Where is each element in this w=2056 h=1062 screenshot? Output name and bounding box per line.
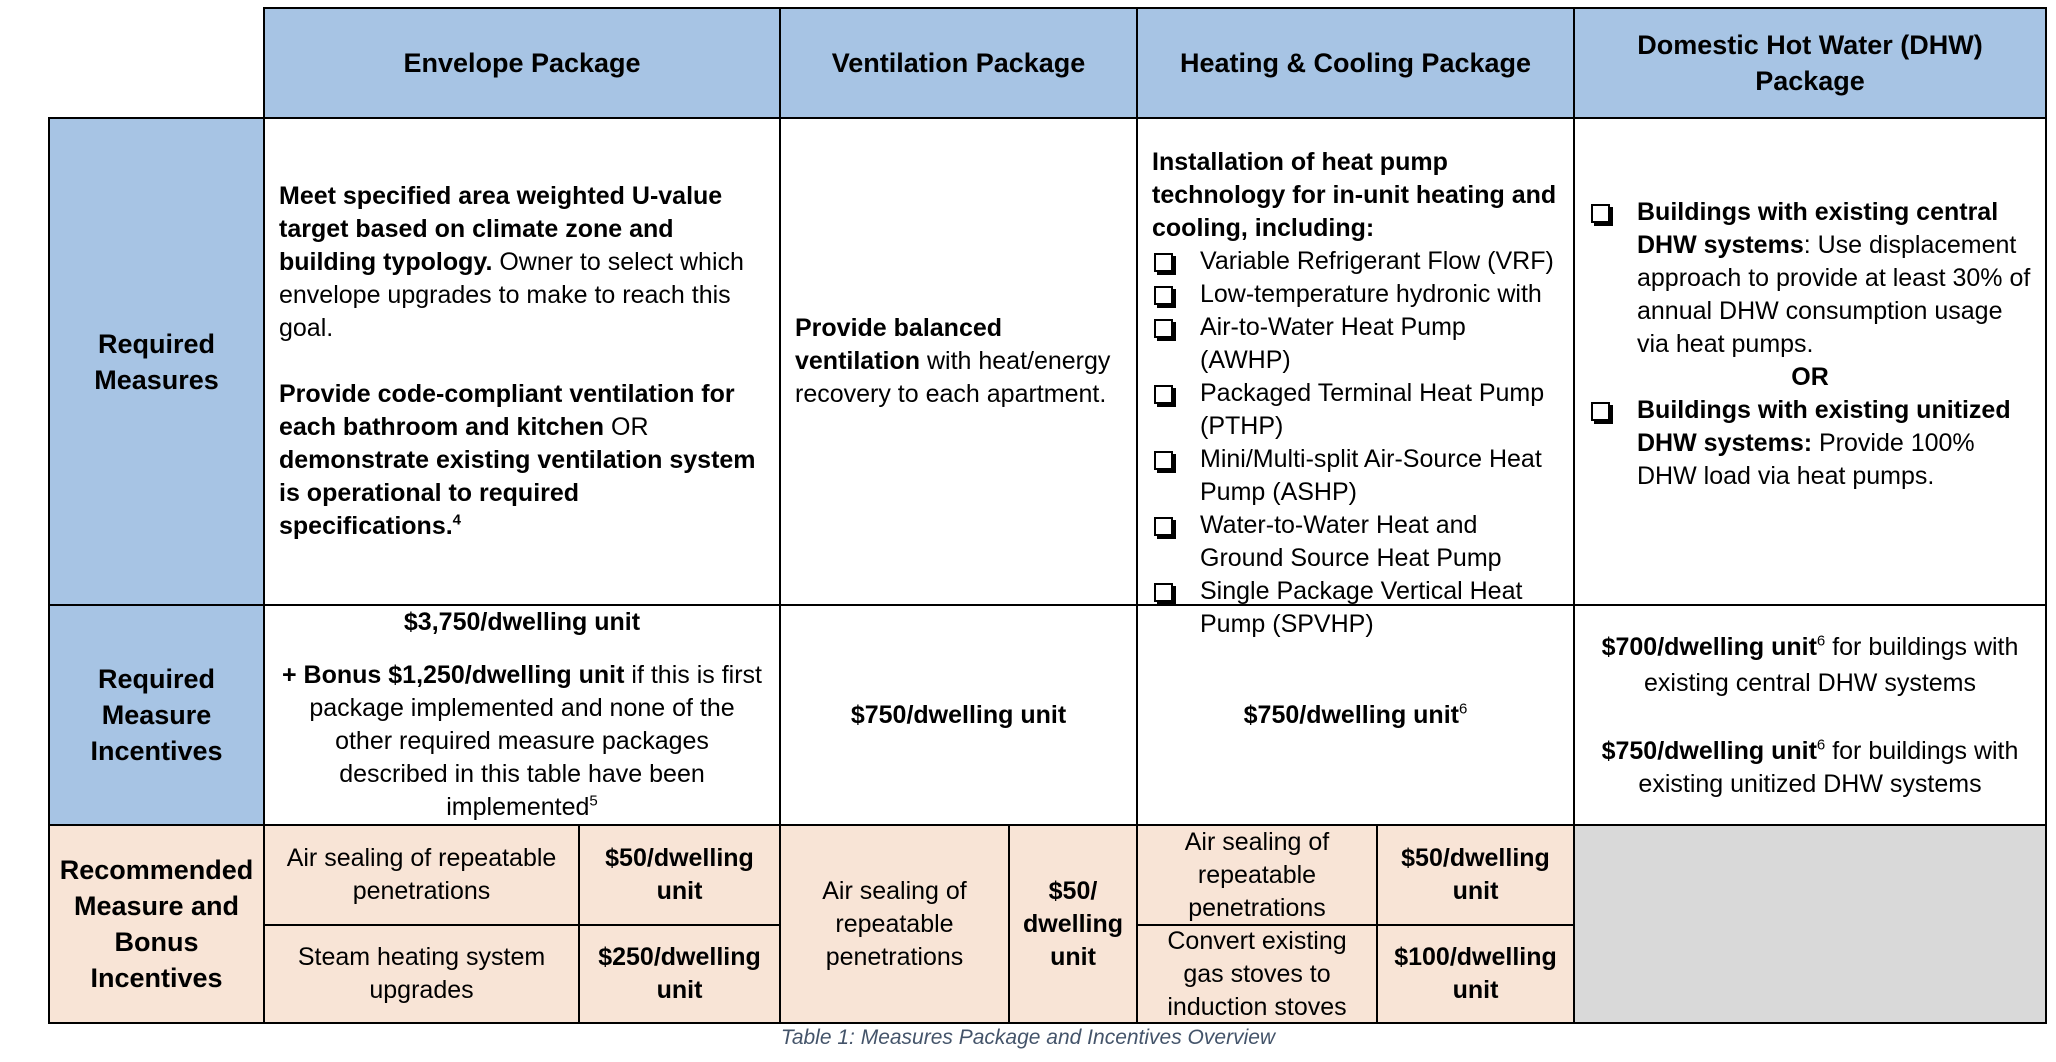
ventilation-measure-paragraph: [795, 312, 1122, 411]
list-item-text: Single Package Vertical Heat Pump (SPVHP): [1200, 577, 1523, 638]
envelope-or-text: OR: [604, 413, 649, 441]
table-caption: Table 1: Measures Package and Incentives Overview: [780, 1026, 1276, 1049]
row-header-required-incentives-text: Required Measure Incentives: [90, 664, 223, 766]
recommended-incentive-text: $250/dwelling unit: [598, 943, 761, 1004]
list-item: [1152, 278, 1559, 311]
recommended-measure-text: Air sealing of repeatable penetrations: [822, 876, 967, 971]
header-envelope-text: Envelope Package: [403, 48, 641, 78]
recommended-measure-text: Steam heating system upgrades: [297, 943, 546, 1004]
list-item-text: Low-temperature hydronic with: [1200, 280, 1542, 308]
heating-cooling-recommended-measure-1: [1136, 824, 1378, 926]
recommended-measure-text: Air sealing of repeatable penetrations: [286, 844, 557, 905]
header-heating-cooling-package: [1136, 7, 1575, 119]
footnote-6: 6: [1458, 700, 1468, 718]
checkbox-icon: [1154, 517, 1173, 536]
ventilation-recommended-incentive: [1008, 824, 1138, 1024]
header-heating-cooling-text: Heating & Cooling Package: [1179, 48, 1532, 78]
dhw-recommended-empty: [1573, 824, 2047, 1024]
list-item-text: Packaged Terminal Heat Pump (PTHP): [1200, 379, 1545, 440]
dhw-incentive-line-2: [1593, 735, 2027, 801]
envelope-bonus-paragraph: [279, 659, 765, 824]
dhw-list-2: [1589, 394, 2031, 493]
dhw-unitized-bold: Buildings with existing unitized DHW systems:: [1637, 396, 2011, 457]
list-item-text: Water-to-Water Heat and Ground Source Heat Pump: [1200, 511, 1502, 572]
header-ventilation-text: Ventilation Package: [831, 48, 1086, 78]
dhw-required-incentive: [1573, 604, 2047, 826]
ventilation-text: with heat/energy recovery to each apartment.: [795, 347, 1111, 408]
list-item-text: Air-to-Water Heat Pump (AWHP): [1200, 313, 1466, 374]
checkbox-icon: [1154, 583, 1173, 602]
heating-cooling-recommended-measure-2: [1136, 924, 1378, 1024]
footnote-6: 6: [1816, 736, 1826, 754]
row-header-recommended: [48, 824, 265, 1024]
checkbox-icon: [1154, 253, 1173, 272]
row-header-recommended-text: Recommended Measure and Bonus Incentives: [59, 855, 254, 993]
recommended-incentive-text: $100/dwelling unit: [1394, 943, 1557, 1004]
ventilation-incentive: $750/dwelling unit: [850, 700, 1067, 729]
dhw-list: [1589, 196, 2031, 361]
footnote-4: 4: [452, 511, 462, 529]
list-item: [1152, 443, 1559, 509]
envelope-measure-paragraph-1: [279, 180, 765, 345]
envelope-uvalue-bold: Meet specified area weighted U-value target based on climate zone and building typology.: [279, 182, 723, 276]
list-item: [1152, 311, 1559, 377]
ventilation-bold: Provide balanced ventilation: [795, 314, 1003, 375]
envelope-demonstrate-bold: demonstrate existing ventilation system is operational to required specifications.: [279, 446, 756, 540]
list-item: [1589, 196, 2031, 361]
envelope-recommended-incentive-1: [578, 824, 781, 926]
checkbox-icon: [1591, 204, 1610, 223]
footnote-5: 5: [589, 792, 598, 810]
envelope-recommended-incentive-2: [578, 924, 781, 1024]
list-item-text: Mini/Multi-split Air-Source Heat Pump (ASHP): [1200, 445, 1542, 506]
row-header-required-incentives: [48, 604, 265, 826]
dhw-unitized-incentive: $750/dwelling unit: [1601, 737, 1817, 765]
dhw-central-incentive: $700/dwelling unit: [1601, 633, 1817, 661]
ventilation-required-measures: [779, 117, 1138, 606]
dhw-central-bold: Buildings with existing central DHW systems: [1637, 198, 1999, 259]
list-item: [1152, 377, 1559, 443]
heating-cooling-intro: Installation of heat pump technology for in-unit heating and cooling, including:: [1152, 148, 1557, 242]
ventilation-required-incentive: [779, 604, 1138, 826]
list-item-text: Variable Refrigerant Flow (VRF): [1200, 247, 1554, 275]
envelope-recommended-measure-1: [263, 824, 580, 926]
envelope-measure-paragraph-2: [279, 378, 765, 543]
dhw-central-incentive-text: for buildings with existing central DHW systems: [1643, 633, 2019, 697]
heating-cooling-recommended-incentive-1: [1376, 824, 1575, 926]
dhw-required-measures: [1573, 117, 2047, 606]
ventilation-recommended-measure: [779, 824, 1010, 1024]
checkbox-icon: [1154, 319, 1173, 338]
heating-cooling-required-measures: [1136, 117, 1575, 638]
list-item: [1152, 509, 1559, 575]
recommended-incentive-text: $50/ dwelling unit: [1023, 876, 1123, 971]
heating-cooling-incentive-paragraph: [1244, 699, 1468, 732]
envelope-required-incentive: [263, 604, 781, 826]
recommended-incentive-text: $50/dwelling unit: [605, 844, 754, 905]
list-item: [1589, 394, 2031, 493]
header-ventilation-package: [779, 7, 1138, 119]
dhw-incentive-line-1: [1593, 629, 2027, 701]
heating-cooling-recommended-incentive-2: [1376, 924, 1575, 1024]
recommended-measure-text: Air sealing of repeatable penetrations: [1184, 827, 1330, 922]
checkbox-icon: [1591, 402, 1610, 421]
envelope-required-measures: [263, 117, 781, 606]
checkbox-icon: [1154, 286, 1173, 305]
header-envelope-package: [263, 7, 781, 119]
heat-pump-list: [1152, 245, 1559, 641]
recommended-measure-text: Convert existing gas stoves to induction stoves: [1167, 926, 1347, 1021]
envelope-incentive-main: $3,750/dwelling unit: [403, 608, 641, 636]
header-dhw-text: Domestic Hot Water (DHW) Package: [1637, 30, 1983, 96]
heating-cooling-required-incentive: [1136, 604, 1575, 826]
recommended-incentive-text: $50/dwelling unit: [1401, 844, 1550, 905]
checkbox-icon: [1154, 451, 1173, 470]
heating-cooling-incentive: $750/dwelling unit: [1243, 700, 1459, 729]
envelope-bonus-bold: + Bonus $1,250/dwelling unit: [282, 661, 625, 689]
envelope-uvalue-text: Owner to select which envelope upgrades to make to reach this goal.: [279, 248, 744, 342]
dhw-unitized-incentive-text: for buildings with existing unitized DHW systems: [1638, 737, 2019, 798]
checkbox-icon: [1154, 385, 1173, 404]
envelope-recommended-measure-2: [263, 924, 580, 1024]
dhw-unitized-text: Provide 100% DHW load via heat pumps.: [1637, 429, 1975, 490]
row-header-required-measures-text: Required Measures: [94, 328, 219, 395]
envelope-bonus-text: if this is first package implemented and none of the other required measure packages described in this table have been implemented: [309, 661, 762, 821]
dhw-central-text: : Use displacement approach to provide at least 30% of annual DHW consumption usage via heat pumps.: [1637, 231, 2031, 358]
footnote-6: 6: [1816, 632, 1826, 650]
row-header-required-measures: [48, 117, 265, 606]
list-item: [1152, 245, 1559, 278]
dhw-or-text: OR: [1791, 363, 1829, 391]
envelope-ventilation-bold: Provide code-compliant ventilation for each bathroom and kitchen: [279, 380, 735, 441]
header-dhw-package: [1573, 7, 2047, 119]
